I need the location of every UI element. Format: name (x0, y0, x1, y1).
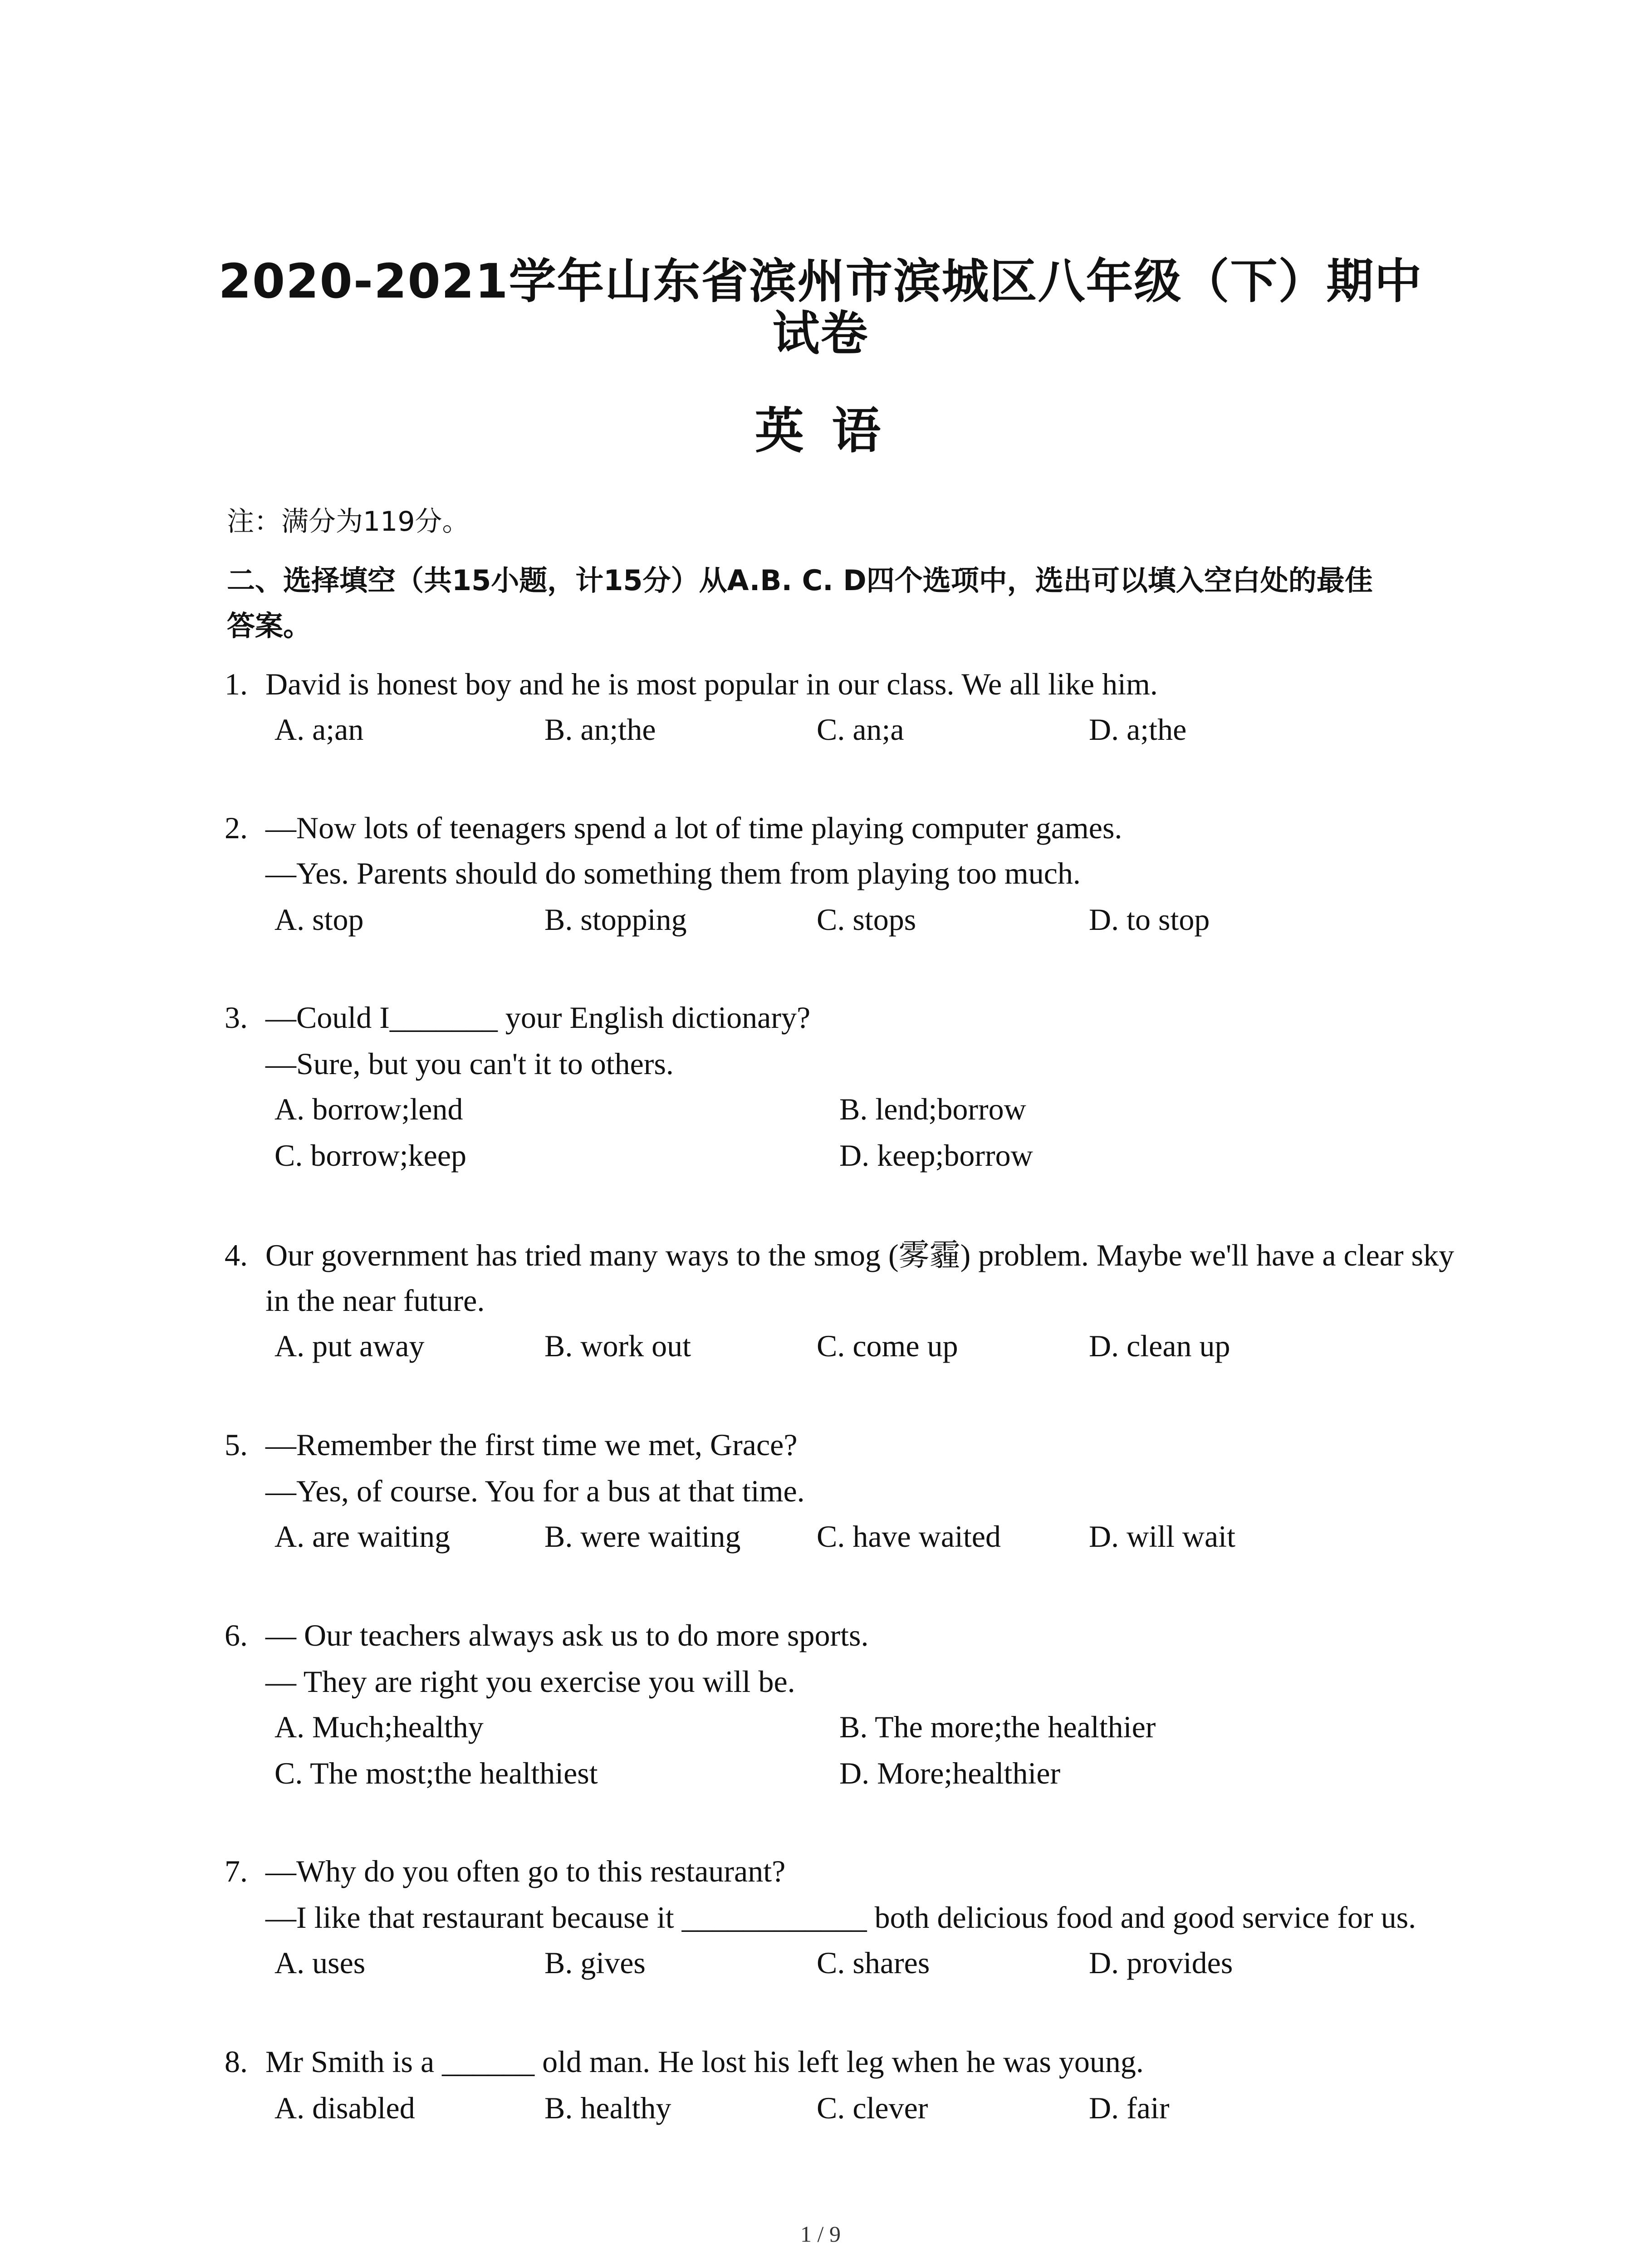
answer-option: B. an;the (544, 712, 656, 747)
answer-option: B. healthy (544, 2091, 671, 2125)
answer-option: C. have waited (817, 1519, 1001, 1554)
question-text: —I like that restaurant because it ____________ both delicious food and good service for us. (265, 1900, 1416, 1935)
answer-option: D. clean up (1089, 1329, 1230, 1363)
question-text: —Why do you often go to this restaurant? (265, 1854, 786, 1888)
answer-option: C. stops (817, 902, 916, 937)
question-text: —Now lots of teenagers spend a lot of time playing computer games. (265, 811, 1122, 845)
answer-option: A. put away (274, 1329, 425, 1363)
answer-option: A. borrow;lend (274, 1092, 463, 1126)
answer-option: D. provides (1089, 1945, 1233, 1980)
score-note: 注：满分为119分。 (227, 506, 470, 538)
answer-option: A. a;an (274, 712, 364, 747)
question-number: 1. (225, 667, 248, 701)
answer-option: B. work out (544, 1329, 691, 1363)
answer-option: D. will wait (1089, 1519, 1235, 1554)
answer-option: B. lend;borrow (839, 1092, 1026, 1126)
answer-option: C. The most;the healthiest (274, 1756, 598, 1790)
question-text: Mr Smith is a ______ old man. He lost his left leg when he was young. (265, 2044, 1144, 2079)
exam-title-line2: 试卷 (772, 306, 869, 361)
question-number: 6. (225, 1618, 248, 1652)
answer-option: B. stopping (544, 902, 687, 937)
question-number: 7. (225, 1854, 248, 1888)
question-text: —Yes. Parents should do something them from playing too much. (265, 856, 1081, 890)
answer-option: C. shares (817, 1945, 930, 1980)
answer-option: D. keep;borrow (839, 1138, 1033, 1173)
section-heading: 二、选择填空（共15小题，计15分）从A.B. C. D四个选项中，选出可以填入空白处的最佳 (227, 564, 1373, 597)
answer-option: C. clever (817, 2091, 928, 2125)
section-heading-continued: 答案。 (227, 609, 312, 642)
answer-option: A. Much;healthy (274, 1710, 484, 1744)
question-text: —Could I_______ your English dictionary? (265, 1000, 811, 1035)
answer-option: C. an;a (817, 712, 904, 747)
answer-option: A. are waiting (274, 1519, 451, 1554)
question-number: 2. (225, 811, 248, 845)
answer-option: C. come up (817, 1329, 958, 1363)
answer-option: C. borrow;keep (274, 1138, 467, 1173)
answer-option: B. were waiting (544, 1519, 741, 1554)
question-text: Our government has tried many ways to the smog (雾霾) problem. Maybe we'll have a clear sky (265, 1238, 1455, 1272)
question-number: 3. (225, 1000, 248, 1035)
question-text: —Yes, of course. You for a bus at that time. (265, 1474, 805, 1508)
question-text: — They are right you exercise you will be. (265, 1664, 795, 1699)
question-text: in the near future. (265, 1283, 485, 1318)
answer-option: D. More;healthier (839, 1756, 1061, 1790)
question-text: — Our teachers always ask us to do more sports. (265, 1618, 869, 1652)
subject-heading: 英 语 (754, 402, 887, 459)
answer-option: D. fair (1089, 2091, 1170, 2125)
page-indicator: 1 / 9 (800, 2221, 841, 2247)
question-text: David is honest boy and he is most popular in our class. We all like him. (265, 667, 1158, 701)
answer-option: B. The more;the healthier (839, 1710, 1156, 1744)
answer-option: A. stop (274, 902, 364, 937)
question-number: 8. (225, 2044, 248, 2079)
answer-option: B. gives (544, 1945, 646, 1980)
question-number: 5. (225, 1427, 248, 1462)
exam-title-line1: 2020-2021学年山东省滨州市滨城区八年级（下）期中 (218, 254, 1423, 309)
question-text: —Sure, but you can't it to others. (265, 1046, 674, 1081)
answer-option: D. to stop (1089, 902, 1210, 937)
question-text: —Remember the first time we met, Grace? (265, 1427, 798, 1462)
answer-option: A. disabled (274, 2091, 415, 2125)
answer-option: D. a;the (1089, 712, 1187, 747)
question-number: 4. (225, 1238, 248, 1272)
answer-option: A. uses (274, 1945, 366, 1980)
